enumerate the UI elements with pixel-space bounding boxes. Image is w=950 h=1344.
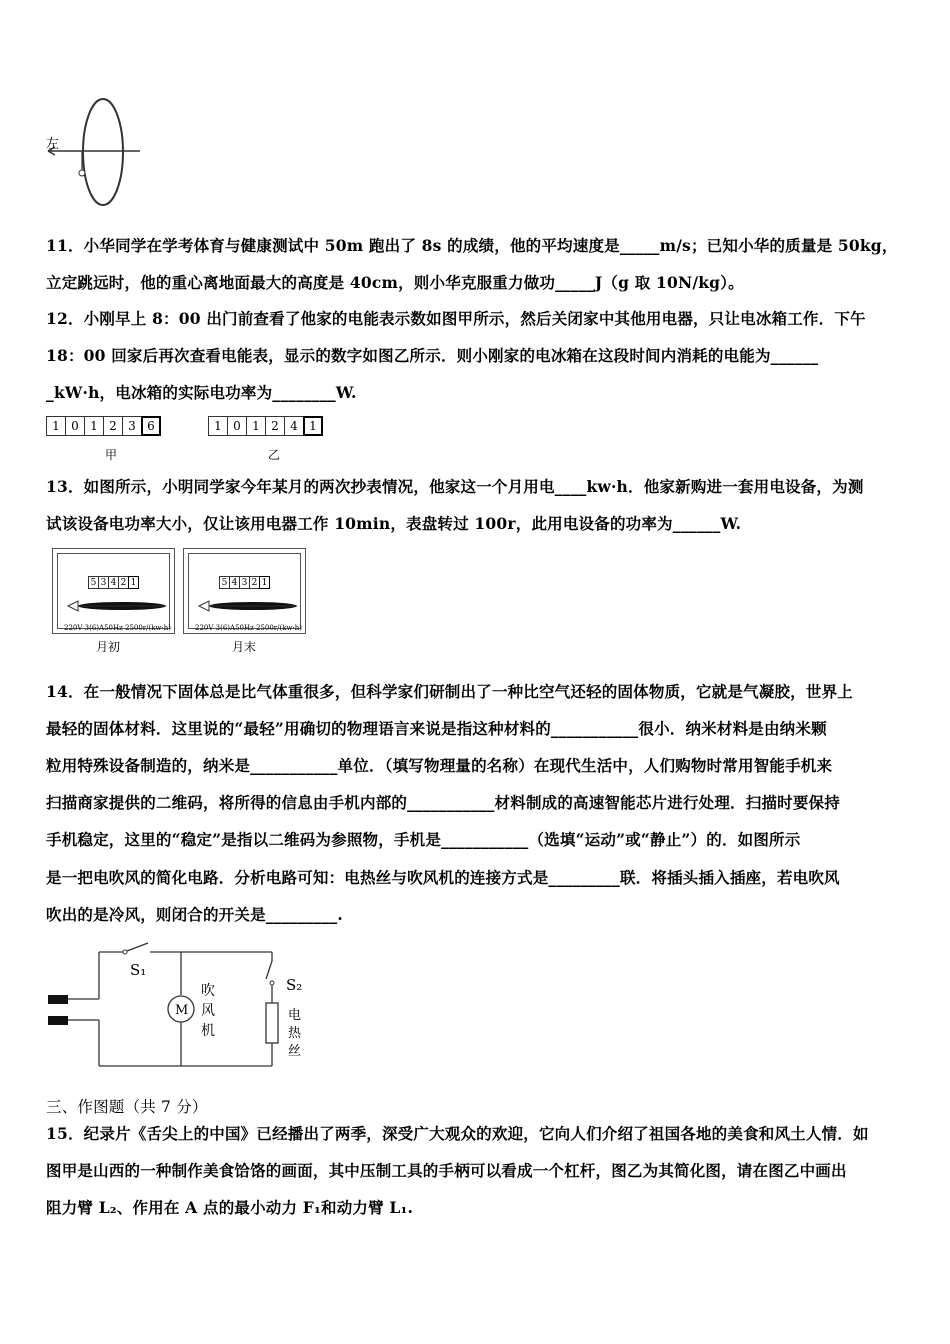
q12-line-2: 18：00 回家后再次查看电能表，显示的数字如图乙所示．则小刚家的电冰箱在这段时间内消耗的电能为______ [46, 346, 819, 365]
meter-digit: 2 [118, 576, 129, 589]
meter-yi-digits [208, 416, 322, 436]
meter-digit: 2 [265, 416, 285, 436]
meter-end-digits [219, 576, 269, 589]
q11-line-2: 立定跳远时，他的重心离地面最大的高度是 40cm，则小华克服重力做功_____J（g 取 10N/kg）。 [46, 273, 744, 292]
meter-jia-digits [46, 416, 160, 436]
q14-line-7: 吹出的是冷风，则闭合的开关是_________. [46, 905, 343, 924]
q11-line-1: 11．小华同学在学考体育与健康测试中 50m 跑出了 8s 的成绩，他的平均速度是_____m/s；已知小华的质量是 50kg， [46, 236, 898, 255]
meter-digit-decimal: 6 [141, 416, 161, 436]
heater-resistor [266, 1003, 278, 1043]
meter-digit: 4 [108, 576, 119, 589]
motor-label-2: 风 [201, 1003, 215, 1019]
motor-label-3: 机 [201, 1023, 215, 1039]
meter-digit: 4 [284, 416, 304, 436]
meter-start-disc [64, 598, 168, 614]
switch-s2 [266, 961, 272, 979]
heater-label-3: 丝 [288, 1044, 302, 1059]
meter-start-face [57, 553, 171, 632]
meter-digit: 3 [98, 576, 109, 589]
meter-digit: 2 [103, 416, 123, 436]
meter-start-spec: 220V 3(6)A50Hz 2500r/(kw·h) [64, 624, 171, 632]
hair-dryer-circuit [44, 935, 344, 1075]
meter-digit-decimal: 1 [259, 576, 270, 589]
section-3-title: 三、作图题（共 7 分） [46, 1098, 208, 1116]
meter-digit: 5 [88, 576, 99, 589]
heater-label-2: 热 [288, 1026, 302, 1041]
q14-line-2: 最轻的固体材料．这里说的“最轻”用确切的物理语言来说是指这种材料的___________很小．纳米材料是由纳米颗 [46, 719, 827, 738]
meter-jia-caption: 甲 [105, 448, 118, 462]
q14-line-6: 是一把电吹风的简化电路．分析电路可知：电热丝与吹风机的连接方式是_________联．将插头插入插座，若电吹风 [46, 868, 840, 887]
loop-figure [40, 95, 150, 210]
meter-digit-decimal: 1 [303, 416, 323, 436]
meter-digit: 1 [84, 416, 104, 436]
meter-yi-caption: 乙 [268, 448, 281, 462]
q12-line-3: _kW·h，电冰箱的实际电功率为________W. [46, 383, 357, 402]
motor-label-1: 吹 [201, 983, 215, 999]
meter-digit: 0 [227, 416, 247, 436]
meter-end-spec: 220V 3(6)A50Hz 2500r/(kw·h) [195, 624, 302, 632]
meter-end-face [188, 553, 302, 632]
q14-line-3: 粒用特殊设备制造的，纳米是___________单位．（填写物理量的名称）在现代生活中，人们购物时常用智能手机来 [46, 756, 833, 775]
meter-digit: 0 [65, 416, 85, 436]
q13-line-1: 13．如图所示，小明同学家今年某月的两次抄表情况，他家这一个月用电____kw·h．他家新购进一套用电设备，为测 [46, 477, 864, 496]
q14-line-1: 14．在一般情况下固体总是比气体重很多，但科学家们研制出了一种比空气还轻的固体物质，它就是气凝胶，世界上 [46, 682, 853, 701]
meter-digit-decimal: 1 [128, 576, 139, 589]
q13-line-2: 试该设备电功率大小，仅让该用电器工作 10min，表盘转过 100r，此用电设备的功率为______W. [46, 514, 742, 533]
s1-label: S₁ [130, 961, 147, 979]
meter-start-caption: 月初 [96, 640, 121, 654]
loop-ellipse [83, 99, 123, 205]
meter-digit: 2 [249, 576, 260, 589]
s2-label: S₂ [286, 976, 303, 994]
meter-start [52, 548, 175, 634]
meter-digit: 3 [122, 416, 142, 436]
plug-prong-bottom [48, 1016, 68, 1025]
meter-digit: 5 [219, 576, 230, 589]
meter-digit: 1 [208, 416, 228, 436]
meter-end-caption: 月末 [232, 640, 257, 654]
meter-end-disc [195, 598, 299, 614]
left-label: 左 [46, 137, 60, 152]
q15-line-2: 图甲是山西的一种制作美食饸饹的画面，其中压制工具的手柄可以看成一个杠杆，图乙为其简化图，请在图乙中画出 [46, 1161, 847, 1180]
q15-line-1: 15．纪录片《舌尖上的中国》已经播出了两季，深受广大观众的欢迎，它向人们介绍了祖国各地的美食和风土人情．如 [46, 1124, 869, 1143]
q12-line-1: 12．小刚早上 8：00 出门前查看了他家的电能表示数如图甲所示，然后关闭家中其他用电器，只让电冰箱工作．下午 [46, 309, 866, 328]
switch-s1 [127, 943, 148, 951]
q14-line-5: 手机稳定，这里的“稳定”是指以二维码为参照物，手机是___________（选填“运动”或“静止”）的．如图所示 [46, 830, 801, 849]
meter-start-digits [88, 576, 138, 589]
meter-digit: 4 [229, 576, 240, 589]
meter-digit: 1 [246, 416, 266, 436]
motor-m: M [175, 1003, 189, 1018]
meter-end [183, 548, 306, 634]
q14-line-4: 扫描商家提供的二维码，将所得的信息由手机内部的___________材料制成的高速智能芯片进行处理．扫描时要保持 [46, 793, 840, 812]
plug-prong-top [48, 995, 68, 1004]
q15-line-3: 阻力臂 L₂、作用在 A 点的最小动力 F₁和动力臂 L₁. [46, 1198, 414, 1217]
heater-label-1: 电 [288, 1008, 302, 1023]
pointer-circle [79, 170, 85, 176]
meter-digit: 3 [239, 576, 250, 589]
meter-digit: 1 [46, 416, 66, 436]
